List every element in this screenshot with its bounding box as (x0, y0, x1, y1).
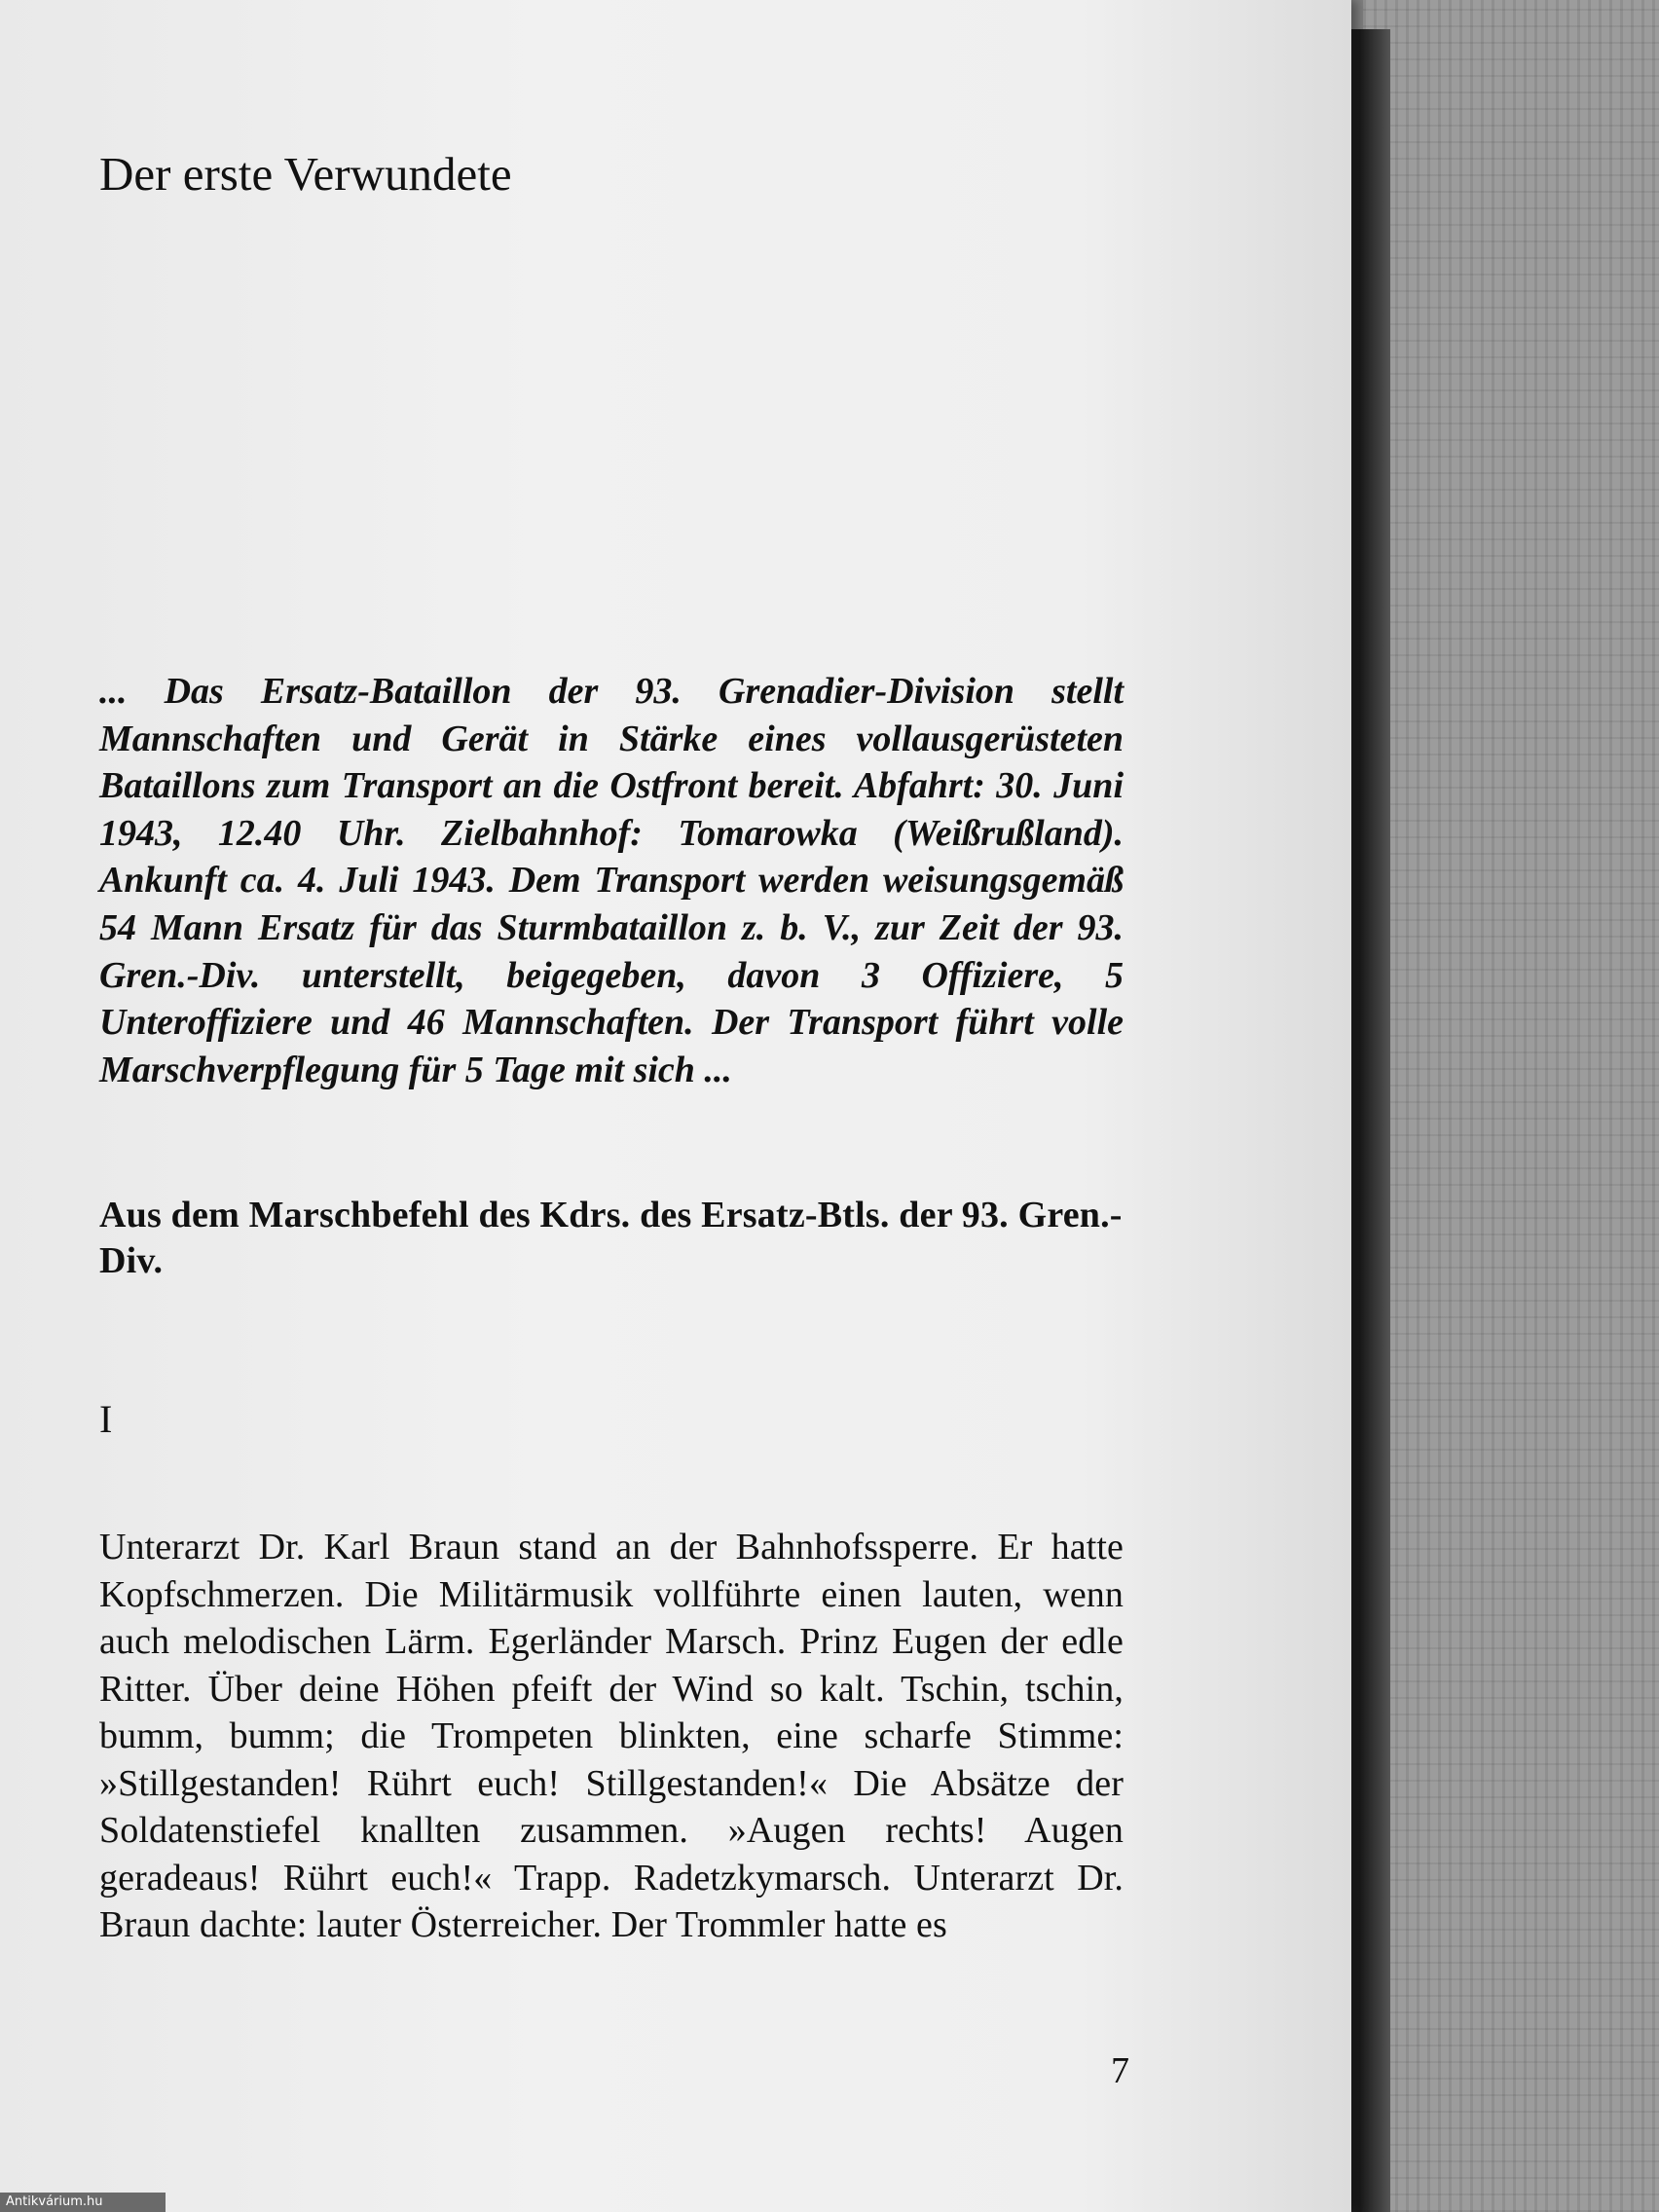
watermark: Antikvárium.hu (0, 2193, 166, 2212)
page-number: 7 (1111, 2050, 1129, 2091)
epigraph-quote (99, 668, 1124, 1093)
background-surface (1363, 0, 1659, 2212)
epigraph-source: Aus dem Marschbefehl des Kdrs. des Ersatz-Btls. der 93. Gren.-Div. (99, 1195, 1123, 1281)
chapter-title: Der erste Verwundete (99, 147, 512, 201)
body-paragraph (99, 1524, 1124, 1949)
section-number: I (99, 1397, 113, 1441)
body-paragraph-text: Unterarzt Dr. Karl Braun stand an der Bahnhofssperre. Er hatte Kopfschmerzen. Die Militärmusik vollführte einen lauten, wenn auch melodischen Lärm. Egerländer Marsch. Prinz Eugen der edle Ritter. Über deine Höhen pfeift der Wind so kalt. Tschin, tschin, bumm, bumm; die Trompeten blinkten, eine scharfe Stimme: »Stillgestanden! Rührt euch! Stillgestanden!« Die Absätze der Soldatenstiefel knallten zusammen. »Augen rechts! Augen geradeaus! Rührt euch!« Trapp. Radetzkymarsch. Unterarzt Dr. Braun dachte: lauter Österreicher. Der Trommler hatte es (99, 1527, 1124, 1945)
epigraph-quote-text: ... Das Ersatz-Bataillon der 93. Grenadier-Division stellt Mannschaften und Gerät in Stärke eines vollausgerüsteten Bataillons zum Transport an die Ostfront bereit. Abfahrt: 30. Juni 1943, 12.40 Uhr. Zielbahnhof: Tomarowka (Weißrußland). Ankunft ca. 4. Juli 1943. Dem Transport werden weisungsgemäß 54 Mann Ersatz für das Sturmbataillon z. b. V., zur Zeit der 93. Gren.-Div. unterstellt, beigegeben, davon 3 Offiziere, 5 Unteroffiziere und 46 Mannschaften. Der Transport führt volle Marschverpflegung für 5 Tage mit sich ... (99, 671, 1124, 1090)
